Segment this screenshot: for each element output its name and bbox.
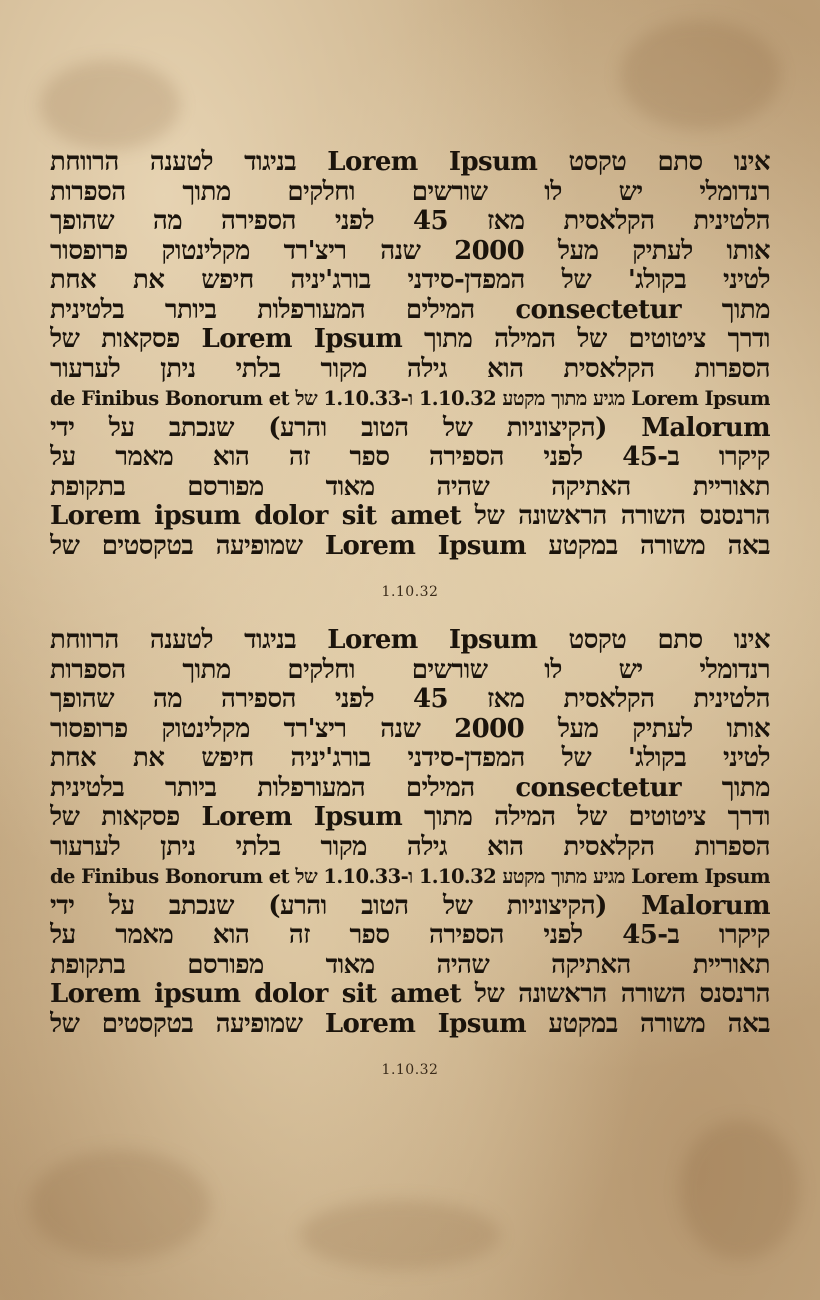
text-line: ודרך ציטוטים של המילה מתוך Lorem Ipsum פסקאות של xyxy=(50,803,770,832)
text-line: הספרות הקלאסית הוא גילה מקור בלתי ניתן לערעור xyxy=(50,832,770,862)
text-line: קיקרו ב-45 לפני הספירה ספר זה הוא מאמר על xyxy=(50,921,770,950)
text-line: תאוריית האתיקה שהיה מאוד מפורסם בתקופת xyxy=(50,950,770,980)
text-line: ודרך ציטוטים של המילה מתוך Lorem Ipsum פסקאות של xyxy=(50,325,770,354)
text-line: קיקרו ב-45 לפני הספירה ספר זה הוא מאמר על xyxy=(50,443,770,472)
page-number: 1.10.32 xyxy=(381,584,439,600)
text-line: לטיני בקולג' של המפדן-סידני בורג'יניה חיפש את אחת xyxy=(50,266,770,295)
text-line: הספרות הקלאסית הוא גילה מקור בלתי ניתן לערעור xyxy=(50,354,770,384)
text-line: באה משורה במקטע Lorem Ipsum שמופיעה בטקסטים של xyxy=(50,531,770,561)
text-line: מתוך consectetur המילים המעורפלות ביותר בלטינית xyxy=(50,295,770,325)
text-line: רנדומלי יש לו שורשים וחלקים מתוך הספרות xyxy=(50,655,770,685)
text-line: הרנסנס השורה הראשונה של Lorem ipsum dolor sit amet xyxy=(50,502,770,531)
text-line: לטיני בקולג' של המפדן-סידני בורג'יניה חיפש את אחת xyxy=(50,744,770,773)
text-line: הלטינית הקלאסית מאז 45 לפני הספירה מה שהופך xyxy=(50,207,770,236)
text-line: תאוריית האתיקה שהיה מאוד מפורסם בתקופת xyxy=(50,472,770,502)
text-line: אינו סתם טקסט Lorem Ipsum בניגוד לטענה הרווחת xyxy=(50,626,770,655)
text-line: אינו סתם טקסט Lorem Ipsum בניגוד לטענה הרווחת xyxy=(50,148,770,177)
page-number: 1.10.32 xyxy=(381,1062,439,1078)
text-line: מתוך consectetur המילים המעורפלות ביותר בלטינית xyxy=(50,773,770,803)
text-line: הלטינית הקלאסית מאז 45 לפני הספירה מה שהופך xyxy=(50,685,770,714)
text-line: אותו לעתיק מעל 2000 שנה ריצ'רד מקלינטוק פרופסור xyxy=(50,714,770,744)
text-block-1 xyxy=(50,148,770,561)
text-line: Lorem Ipsum מגיע מתוך מקטע 1.10.32 ו-1.10.33 של de Finibus Bonorum et xyxy=(50,865,770,888)
text-line: Malorum (הקיצוניות של הטוב והרע) שנכתב על ידי xyxy=(50,413,770,443)
text-line: אותו לעתיק מעל 2000 שנה ריצ'רד מקלינטוק פרופסור xyxy=(50,236,770,266)
text-line: רנדומלי יש לו שורשים וחלקים מתוך הספרות xyxy=(50,177,770,207)
text-line: Lorem Ipsum מגיע מתוך מקטע 1.10.32 ו-1.10.33 של de Finibus Bonorum et xyxy=(50,387,770,410)
text-line: באה משורה במקטע Lorem Ipsum שמופיעה בטקסטים של xyxy=(50,1009,770,1039)
text-block-2 xyxy=(50,626,770,1039)
text-line: הרנסנס השורה הראשונה של Lorem ipsum dolor sit amet xyxy=(50,980,770,1009)
text-line: Malorum (הקיצוניות של הטוב והרע) שנכתב על ידי xyxy=(50,891,770,921)
